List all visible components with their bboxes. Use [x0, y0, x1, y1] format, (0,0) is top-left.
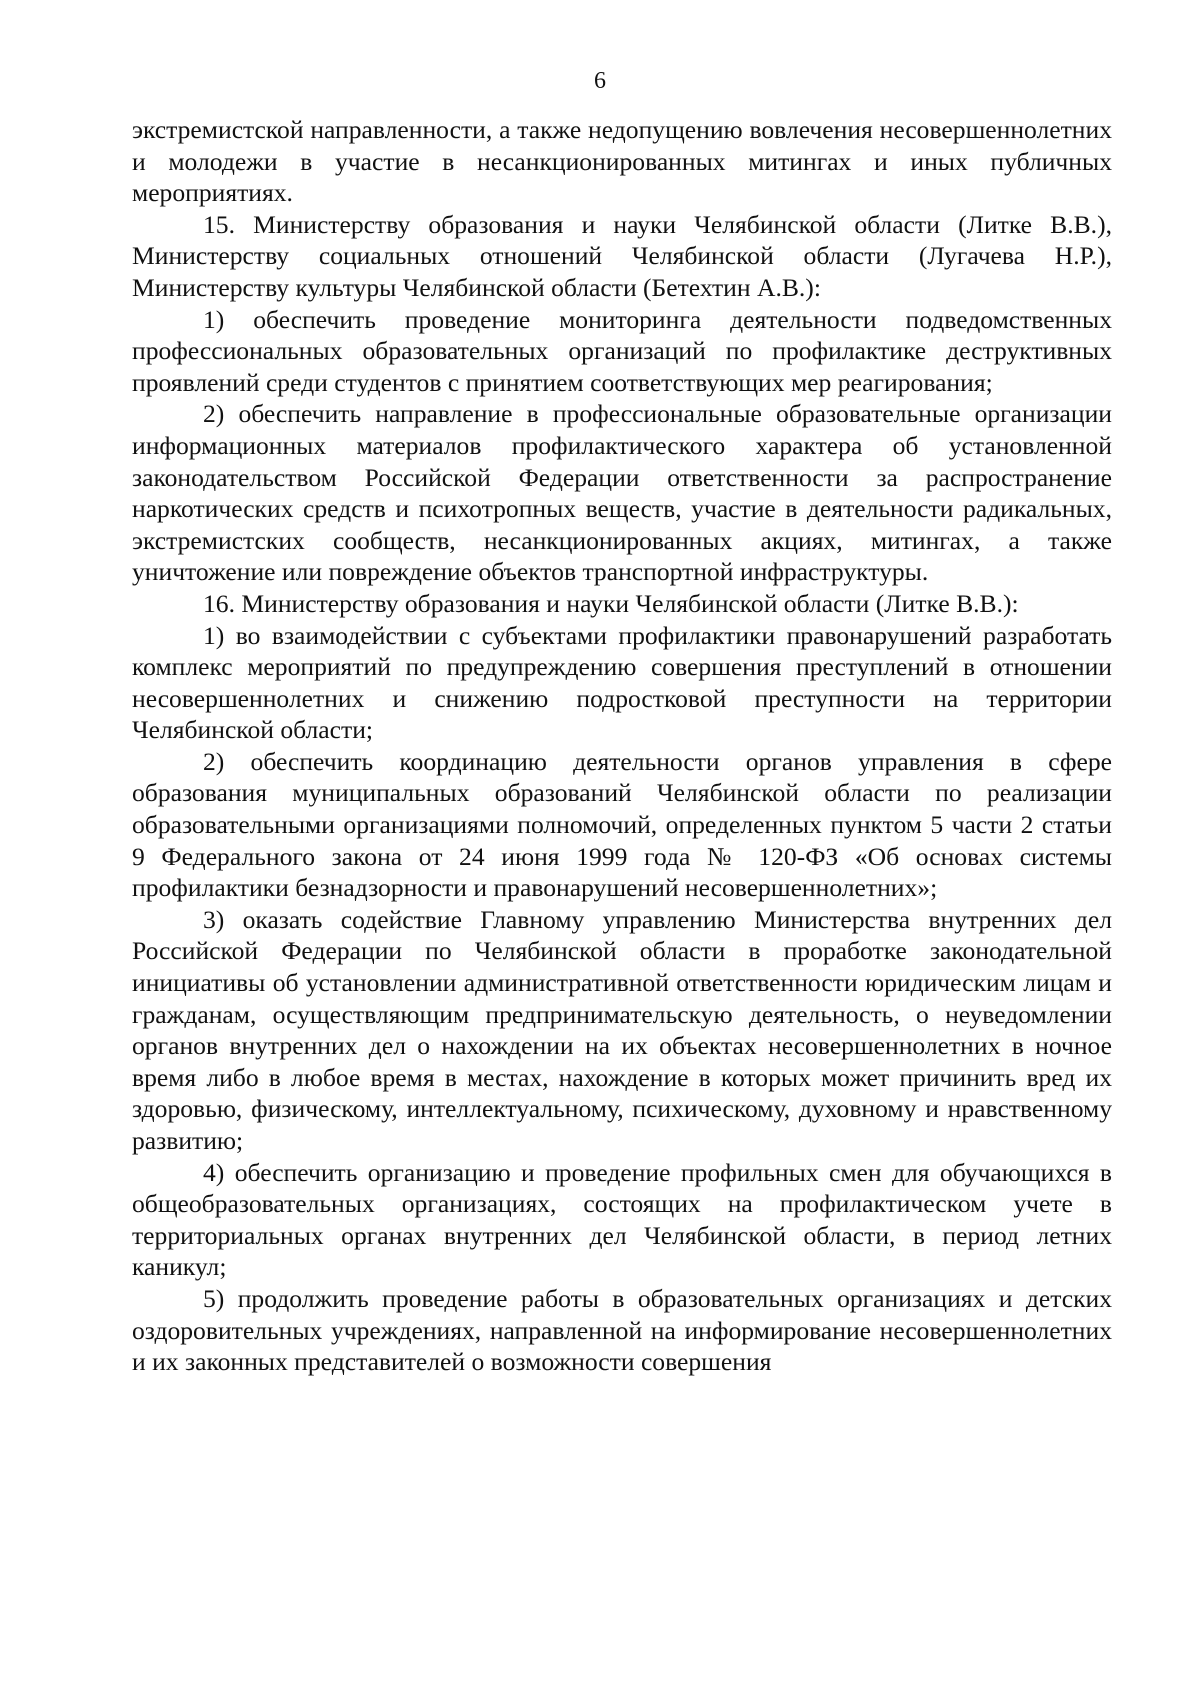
paragraph-continuation: экстремистской направленности, а также недопущению вовлечения несовершеннолетних и молодежи в участие в несанкционированных митингах и иных публичных мероприятиях. — [132, 115, 1112, 208]
paragraph-item-15-2: 2) обеспечить направление в профессиональные образовательные организации информационных материалов профилактического характера об установленной законодательством Российской Федерации ответственности за распространение наркотических средств и психотропных веществ, участие в деятельности радикальных, экстремистских сообществ, несанкционированных акциях, митингах, а также уничтожение или повреждение объектов транспортной инфраструктуры. — [132, 399, 1112, 587]
paragraph-item-15: 15. Министерству образования и науки Челябинской области (Литке В.В.), Министерству социальных отношений Челябинской области (Лугачева Н.Р.), Министерству культуры Челябинской области (Бетехтин А.В.): — [132, 209, 1112, 302]
paragraph-item-16-1: 1) во взаимодействии с субъектами профилактики правонарушений разработать комплекс мероприятий по предупреждению совершения преступлений в отношении несовершеннолетних и снижению подростковой преступности на территории Челябинской области; — [132, 620, 1112, 745]
page-number: 6 — [594, 68, 606, 94]
document-body — [132, 114, 1112, 1378]
paragraph-item-16-3: 3) оказать содействие Главному управлению Министерства внутренних дел Российской Федерации по Челябинской области в проработке законодательной инициативы об установлении административной ответственности юридическим лицам и гражданам, осуществляющим предпринимательскую деятельность, о неуведомлении органов внутренних дел о нахождении на их объектах несовершеннолетних в ночное время либо в любое время в местах, нахождение в которых может причинить вред их здоровью, физическому, интеллектуальному, психическому, духовному и нравственному развитию; — [132, 904, 1112, 1155]
paragraph-item-16-4: 4) обеспечить организацию и проведение профильных смен для обучающихся в общеобразовательных организациях, состоящих на профилактическом учете в территориальных органах внутренних дел Челябинской области, в период летних каникул; — [132, 1157, 1112, 1282]
paragraph-item-16: 16. Министерству образования и науки Челябинской области (Литке В.В.): — [203, 588, 1019, 618]
paragraph-item-15-1: 1) обеспечить проведение мониторинга деятельности подведомственных профессиональных образовательных организаций по профилактике деструктивных проявлений среди студентов с принятием соответствующих мер реагирования; — [132, 304, 1112, 397]
paragraph-item-16-2: 2) обеспечить координацию деятельности органов управления в сфере образования муниципальных образований Челябинской области по реализации образовательными организациями полномочий, определенных пунктом 5 части 2 статьи 9 Федерального закона от 24 июня 1999 года № 120-ФЗ «Об основах системы профилактики безнадзорности и правонарушений несовершеннолетних»; — [132, 746, 1112, 903]
paragraph-item-16-5: 5) продолжить проведение работы в образовательных организациях и детских оздоровительных учреждениях, направленной на информирование несовершеннолетних и их законных представителей о возможности совершения — [132, 1283, 1112, 1377]
